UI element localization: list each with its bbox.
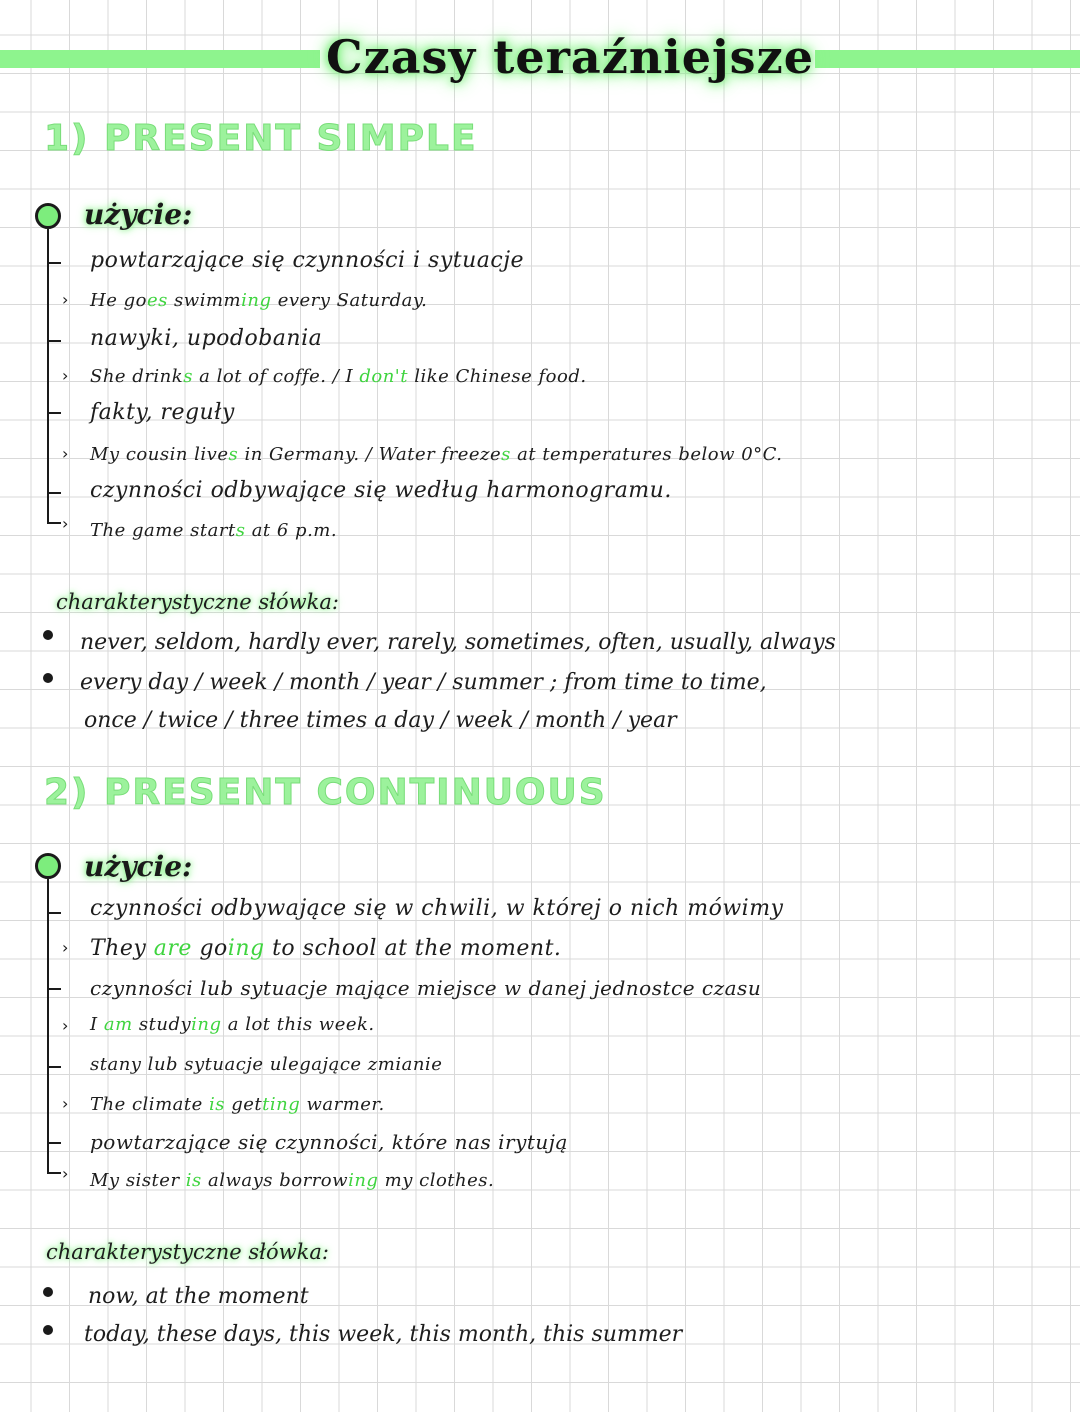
usage-label: użycie:	[84, 198, 193, 231]
example-sentence: The climate is getting warmer.	[90, 1094, 385, 1115]
section-title-present-continuous: 2) PRESENT CONTINUOUS	[44, 772, 607, 813]
timeline-tick	[47, 412, 61, 414]
arrow-icon: ›	[62, 938, 69, 957]
arrow-icon: ›	[62, 514, 69, 533]
bullet-icon	[43, 1287, 53, 1297]
timeline	[47, 879, 49, 1173]
timeline-tick	[47, 1066, 61, 1068]
example-sentence: I am studying a lot this week.	[90, 1014, 375, 1035]
example-sentence: The game starts at 6 p.m.	[90, 520, 338, 541]
arrow-icon: ›	[62, 1094, 69, 1113]
keywords-line: every day / week / month / year / summer ; from time to time,	[80, 670, 767, 695]
timeline-tick	[47, 1142, 61, 1144]
usage-rule: czynności odbywające się według harmonogramu.	[90, 478, 672, 503]
arrow-icon: ›	[62, 1016, 69, 1035]
usage-rule: fakty, reguły	[90, 400, 235, 425]
usage-rule: czynności odbywające się w chwili, w której o nich mówimy	[90, 896, 784, 921]
usage-rule: czynności lub sytuacje mające miejsce w danej jednostce czasu	[90, 976, 762, 1000]
keywords-title: charakterystyczne słówka:	[46, 1240, 329, 1264]
bullet-icon	[43, 630, 53, 640]
section-title-present-simple: 1) PRESENT SIMPLE	[44, 118, 478, 159]
keywords-line: today, these days, this week, this month, this summer	[84, 1322, 683, 1347]
bullet-icon	[43, 673, 53, 683]
timeline-tick	[47, 988, 61, 990]
usage-dot-icon	[35, 203, 61, 229]
title-underline-right	[815, 50, 1080, 68]
bullet-icon	[43, 1325, 53, 1335]
keywords-line: once / twice / three times a day / week / month / year	[84, 708, 677, 733]
title-underline-left	[0, 50, 320, 68]
keywords-line: now, at the moment	[88, 1284, 309, 1309]
timeline	[47, 229, 49, 523]
usage-label: użycie:	[84, 850, 193, 883]
example-sentence: She drinks a lot of coffe. / I don't like Chinese food.	[90, 366, 587, 387]
timeline-tick	[47, 262, 61, 264]
usage-rule: powtarzające się czynności, które nas irytują	[90, 1130, 568, 1154]
usage-rule: nawyki, upodobania	[90, 326, 323, 351]
keywords-line: never, seldom, hardly ever, rarely, sometimes, often, usually, always	[80, 630, 836, 655]
keywords-title: charakterystyczne słówka:	[56, 590, 339, 614]
timeline-tick	[47, 492, 61, 494]
usage-rule: stany lub sytuacje ulegające zmianie	[90, 1054, 443, 1075]
arrow-icon: ›	[62, 1164, 69, 1183]
example-sentence: They are going to school at the moment.	[90, 936, 562, 961]
timeline-tick	[47, 1172, 61, 1174]
arrow-icon: ›	[62, 366, 69, 385]
arrow-icon: ›	[62, 444, 69, 463]
example-sentence: My sister is always borrowing my clothes.	[90, 1170, 495, 1191]
example-sentence: My cousin lives in Germany. / Water freezes at temperatures below 0°C.	[90, 444, 783, 465]
usage-dot-icon	[35, 853, 61, 879]
arrow-icon: ›	[62, 290, 69, 309]
timeline-tick	[47, 522, 61, 524]
usage-rule: powtarzające się czynności i sytuacje	[90, 248, 525, 273]
page-title: Czasy teraźniejsze	[326, 30, 814, 84]
timeline-tick	[47, 912, 61, 914]
timeline-tick	[47, 340, 61, 342]
example-sentence: He goes swimming every Saturday.	[90, 290, 428, 311]
